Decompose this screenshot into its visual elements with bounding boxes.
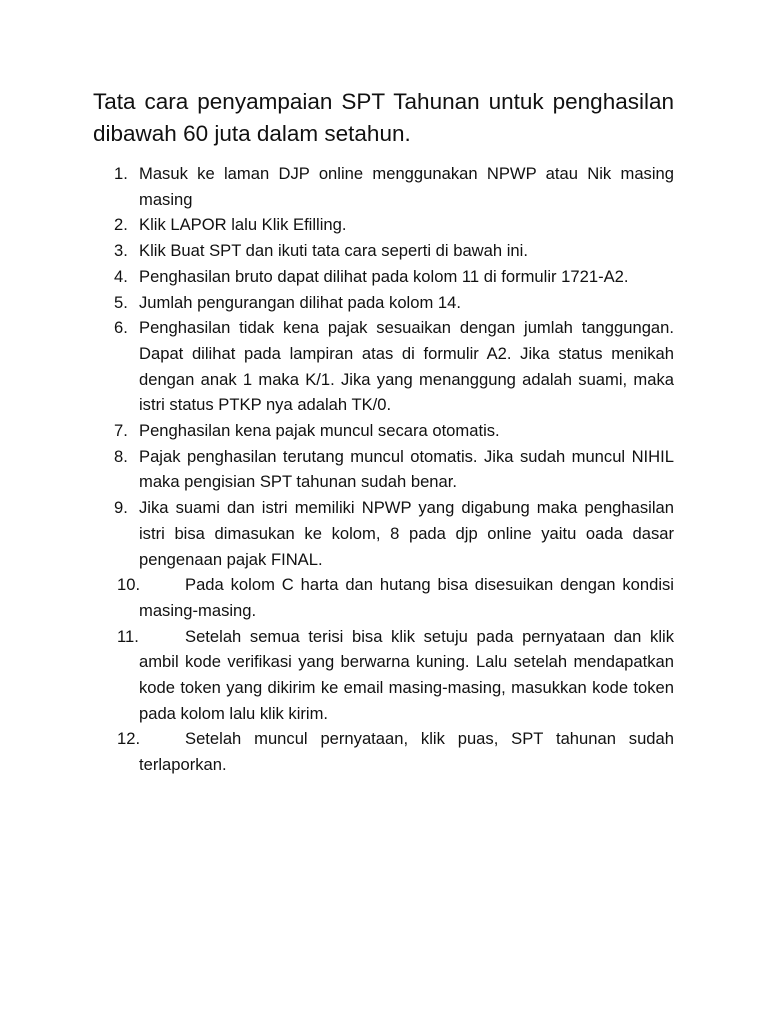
list-item-number: 5. — [114, 292, 128, 312]
list-item — [93, 495, 674, 572]
list-item-text: Pada kolom C harta dan hutang bisa disesuikan dengan kondisi masing-masing. — [139, 575, 674, 620]
list-item — [93, 264, 674, 290]
document-title: Tata cara penyampaian SPT Tahunan untuk penghasilan dibawah 60 juta dalam setahun. — [93, 89, 674, 146]
list-item-number: 6. — [114, 318, 128, 338]
list-item-text: Pajak penghasilan terutang muncul otomatis. Jika sudah muncul NIHIL maka pengisian SPT tahunan sudah benar. — [139, 446, 674, 492]
list-item-text: Penghasilan tidak kena pajak sesuaikan dengan jumlah tanggungan. Dapat dilihat pada lampiran atas di formulir A2. Jika status menikah dengan anak 1 maka K/1. Jika yang menanggung adalah suami, maka istri status PTKP nya adalah TK/0. — [139, 318, 674, 415]
list-item-number: 8. — [114, 446, 128, 466]
list-item — [93, 212, 674, 238]
list-item-number: 10. — [117, 575, 141, 595]
list-item-text: Penghasilan bruto dapat dilihat pada kolom 11 di formulir 1721-A2. — [139, 266, 629, 286]
list-item-number: 3. — [114, 241, 128, 261]
list-item — [93, 624, 674, 727]
list-item — [93, 290, 674, 316]
list-item — [93, 418, 674, 444]
list-item-text: Klik Buat SPT dan ikuti tata cara seperti di bawah ini. — [139, 241, 528, 261]
document-page — [93, 86, 674, 778]
list-item-number: 4. — [114, 266, 128, 286]
list-item-number: 1. — [114, 164, 128, 183]
steps-list — [93, 161, 674, 778]
list-item-text: Masuk ke laman DJP online menggunakan NPWP atau Nik masing masing — [139, 164, 674, 209]
list-item-text: Penghasilan kena pajak muncul secara otomatis. — [139, 421, 500, 441]
list-item-number: 9. — [114, 498, 128, 518]
list-item-text: Klik LAPOR lalu Klik Efilling. — [139, 215, 347, 235]
list-item-text: Setelah semua terisi bisa klik setuju pada pernyataan dan klik ambil kode verifikasi yang berwarna kuning. Lalu setelah mendapatkan kode token yang dikirim ke email masing-masing, masukkan kode token pada kolom lalu klik kirim. — [139, 626, 674, 723]
list-item-text: Setelah muncul pernyataan, klik puas, SPT tahunan sudah terlaporkan. — [139, 729, 674, 775]
list-item-number: 7. — [114, 421, 128, 441]
list-item — [93, 572, 674, 623]
list-item — [93, 161, 674, 212]
list-item — [93, 315, 674, 418]
list-item-text: Jika suami dan istri memiliki NPWP yang digabung maka penghasilan istri bisa dimasukan ke kolom, 8 pada djp online yaitu oada dasar pengenaan pajak FINAL. — [139, 498, 674, 569]
list-item-number: 11. — [117, 626, 139, 646]
list-item-number: 2. — [114, 215, 128, 235]
list-item — [93, 726, 674, 777]
list-item-number: 12. — [117, 729, 141, 749]
list-item-text: Jumlah pengurangan dilihat pada kolom 14. — [139, 292, 461, 312]
list-item — [93, 238, 674, 264]
list-item — [93, 444, 674, 495]
